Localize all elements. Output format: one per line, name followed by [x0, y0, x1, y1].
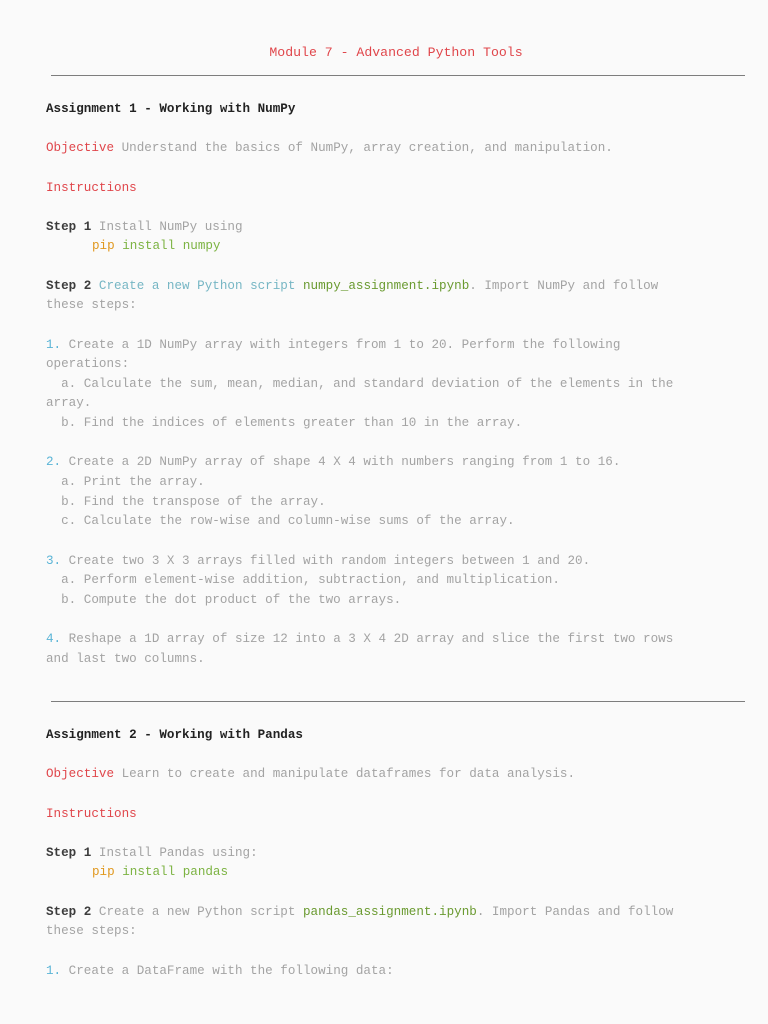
a1-item-3 — [46, 552, 590, 571]
step-label: Step 2 — [46, 279, 92, 293]
a1-item-1b: b. Find the indices of elements greater than 10 in the array. — [46, 416, 523, 430]
install-args: install numpy — [114, 239, 221, 253]
page-title: Module 7 - Advanced Python Tools — [269, 45, 523, 60]
a2-item-1 — [46, 962, 394, 981]
item-text: Reshape a 1D array of size 12 into a 3 X 4 2D array and slice the first two rows — [61, 632, 674, 646]
install-args: install pandas — [114, 865, 229, 879]
a1-item-1a-cont: array. — [46, 396, 92, 410]
a1-item-2a: a. Print the array. — [46, 475, 205, 489]
a1-item-1 — [46, 336, 620, 355]
a1-item-2c: c. Calculate the row-wise and column-wise sums of the array. — [46, 514, 515, 528]
item-text: Create a 1D NumPy array with integers from 1 to 20. Perform the following — [61, 338, 621, 352]
script-filename: pandas_assignment.ipynb — [302, 905, 477, 919]
objective-text: Learn to create and manipulate dataframes for data analysis. — [114, 767, 576, 781]
a1-objective — [46, 139, 613, 158]
step-text: Install NumPy using — [91, 220, 243, 234]
pip-keyword: pip — [92, 865, 115, 879]
a2-install-command — [92, 863, 228, 882]
a1-install-command — [92, 237, 221, 256]
a1-item-4-cont: and last two columns. — [46, 652, 205, 666]
step-text: Create a new Python script — [91, 279, 303, 293]
objective-text: Understand the basics of NumPy, array creation, and manipulation. — [114, 141, 613, 155]
a2-step2 — [46, 903, 673, 922]
a2-instructions-label: Instructions — [46, 807, 137, 821]
objective-label: Objective — [46, 141, 115, 155]
item-text: Create two 3 X 3 arrays filled with random integers between 1 and 20. — [61, 554, 591, 568]
step-label: Step 1 — [46, 846, 92, 860]
divider-top — [51, 75, 745, 76]
step-label: Step 2 — [46, 905, 92, 919]
item-number: 1. — [46, 964, 62, 978]
divider-middle — [51, 701, 745, 702]
assignment-1-heading: Assignment 1 - Working with NumPy — [46, 102, 296, 116]
step-label: Step 1 — [46, 220, 92, 234]
step-text-cont: . Import NumPy and follow — [469, 279, 659, 293]
a1-item-4 — [46, 630, 673, 649]
step-text-cont: . Import Pandas and follow — [476, 905, 674, 919]
a2-objective — [46, 765, 575, 784]
item-number: 3. — [46, 554, 62, 568]
step-text: Install Pandas using: — [91, 846, 258, 860]
step-text: Create a new Python script — [91, 905, 303, 919]
a1-item-1a: a. Calculate the sum, mean, median, and standard deviation of the elements in the — [46, 377, 674, 391]
a2-step1 — [46, 844, 258, 863]
a1-item-2b: b. Find the transpose of the array. — [46, 495, 326, 509]
script-filename: numpy_assignment.ipynb — [302, 279, 470, 293]
assignment-2-heading: Assignment 2 - Working with Pandas — [46, 728, 303, 742]
a1-instructions-label: Instructions — [46, 181, 137, 195]
a1-item-1-cont: operations: — [46, 357, 130, 371]
a1-item-2 — [46, 453, 620, 472]
item-text: Create a DataFrame with the following data: — [61, 964, 394, 978]
a1-step1 — [46, 218, 243, 237]
a2-step2-cont: these steps: — [46, 924, 137, 938]
objective-label: Objective — [46, 767, 115, 781]
a1-item-3b: b. Compute the dot product of the two arrays. — [46, 593, 402, 607]
item-text: Create a 2D NumPy array of shape 4 X 4 with numbers ranging from 1 to 16. — [61, 455, 621, 469]
pip-keyword: pip — [92, 239, 115, 253]
item-number: 4. — [46, 632, 62, 646]
item-number: 1. — [46, 338, 62, 352]
a1-step2-cont: these steps: — [46, 298, 137, 312]
a1-step2 — [46, 277, 658, 296]
a1-item-3a: a. Perform element-wise addition, subtraction, and multiplication. — [46, 573, 560, 587]
item-number: 2. — [46, 455, 62, 469]
